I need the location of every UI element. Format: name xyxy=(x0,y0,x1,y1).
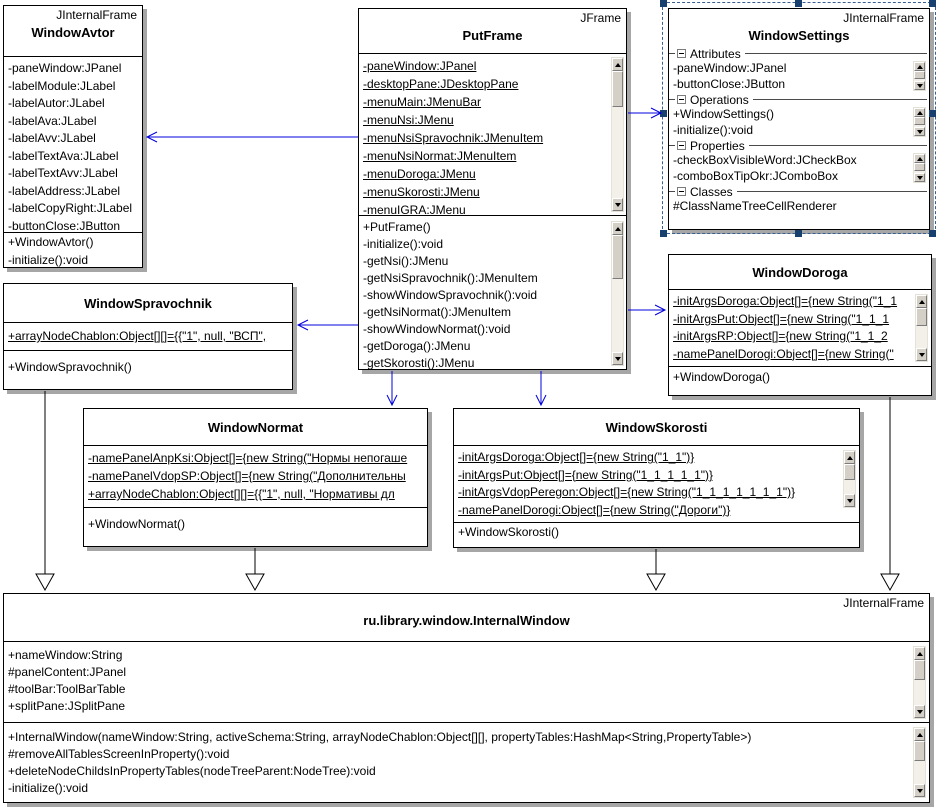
member-row[interactable]: -initArgsPut:Object[]={new String("1_1_1_1_1")} xyxy=(458,467,713,482)
attributes-compartment xyxy=(4,56,142,232)
member-row[interactable]: -initialize():void xyxy=(363,237,444,251)
scroll-down-button[interactable] xyxy=(914,784,925,797)
member-row[interactable]: -namePanelAnpKsi:Object[]={new String("Нормы непогаше xyxy=(88,451,408,465)
member-row[interactable]: -namePanelVdopSP:Object[]={new String("Дополнительны xyxy=(88,469,406,483)
member-row[interactable]: -getDoroga():JMenu xyxy=(363,339,471,353)
arrow-down-icon xyxy=(919,353,925,357)
attributes-compartment xyxy=(359,53,626,215)
class-name: WindowAvtor xyxy=(31,25,115,40)
class-box-windowspravochnik[interactable] xyxy=(3,283,293,390)
member-row[interactable]: -paneWindow:JPanel xyxy=(8,61,122,75)
attributes-compartment xyxy=(669,289,931,366)
attributes-compartment xyxy=(454,445,859,522)
arrow-up-icon xyxy=(847,456,853,460)
member-row[interactable]: -initArgsDoroga:Object[]={new String("1_1")} xyxy=(458,450,695,464)
class-name: WindowSkorosti xyxy=(605,419,708,435)
scroll-down-button[interactable] xyxy=(612,198,623,211)
member-row[interactable]: -labelAva:JLabel xyxy=(8,113,97,128)
scroll-down-button[interactable] xyxy=(914,705,925,718)
member-row[interactable]: -initArgsVdopPeregon:Object[]={new String("1_1_1_1_1_1_1")} xyxy=(458,485,796,499)
member-row[interactable]: #toolBar:ToolBarTable xyxy=(8,682,126,696)
scroll-up-button[interactable] xyxy=(914,728,925,741)
member-row[interactable]: -menuMain:JMenuBar xyxy=(363,95,482,109)
scrollbar-thumb[interactable] xyxy=(844,464,855,480)
scrollbar-thumb[interactable] xyxy=(612,71,623,107)
stereotype-label: JInternalFrame xyxy=(56,8,137,22)
dependency-arrow-putframe-windowspravochnik[interactable] xyxy=(298,320,358,330)
class-name: WindowSpravochnik xyxy=(84,295,212,311)
member-row[interactable]: -labelAddress:JLabel xyxy=(8,183,121,198)
section-label: Properties xyxy=(690,138,745,153)
methods-compartment xyxy=(669,366,931,395)
generalization-triangle-windowskorosti[interactable] xyxy=(647,574,665,590)
member-row[interactable]: -buttonClose:JButton xyxy=(8,218,121,232)
member-row[interactable]: -initialize():void xyxy=(8,781,89,795)
selection-handle-bottom-center[interactable] xyxy=(795,230,802,237)
arrow-up-icon xyxy=(615,227,621,231)
member-row[interactable]: -initialize():void xyxy=(8,252,89,267)
member-row[interactable]: #removeAllTablesScreenInProperty():void xyxy=(8,747,230,761)
member-row[interactable]: +InternalWindow(nameWindow:String, activeSchema:String, arrayNodeChablon:Object[][], propertyTables:HashMap<String,PropertyTable>) xyxy=(8,730,752,744)
selection-handle-bottom-left[interactable] xyxy=(660,230,667,237)
member-row[interactable]: -menuSkorosti:JMenu xyxy=(363,185,480,199)
scroll-down-button[interactable] xyxy=(916,348,927,361)
dependency-arrow-putframe-windowavtor[interactable] xyxy=(147,132,358,142)
arrow-up-icon xyxy=(917,652,923,656)
class-box-internalwindow[interactable] xyxy=(3,593,930,803)
vertical-scrollbar[interactable] xyxy=(915,294,928,362)
class-box-windowavtor[interactable] xyxy=(3,5,143,268)
member-row[interactable]: -getNsi():JMenu xyxy=(363,254,449,268)
class-box-windownormat[interactable] xyxy=(83,408,428,547)
selection-handle-top-center[interactable] xyxy=(795,0,802,7)
vertical-scrollbar[interactable] xyxy=(611,221,624,366)
scrollbar-track[interactable] xyxy=(914,741,925,761)
arrow-down-icon xyxy=(615,203,621,207)
selection-handle-top-right[interactable] xyxy=(929,0,936,7)
scroll-up-button[interactable] xyxy=(914,647,925,660)
class-header xyxy=(454,409,859,445)
member-row[interactable]: +WindowAvtor() xyxy=(8,235,94,249)
arrow-down-icon xyxy=(615,357,621,361)
vertical-scrollbar[interactable] xyxy=(611,57,624,212)
selection-handle-bottom-right[interactable] xyxy=(929,230,936,237)
generalization-triangle-windowspravochnik[interactable] xyxy=(36,574,54,590)
member-row[interactable]: -comboBoxTipOkr:JComboBox xyxy=(673,168,838,183)
dependency-arrow-putframe-windowskorosti[interactable] xyxy=(536,371,546,405)
section-label: Attributes xyxy=(690,46,741,61)
arrow-down-icon xyxy=(917,710,923,714)
vertical-scrollbar[interactable] xyxy=(913,646,926,719)
class-name: WindowNormat xyxy=(207,419,304,435)
scrollbar-track[interactable] xyxy=(916,308,927,326)
member-row[interactable]: -desktopPane:JDesktopPane xyxy=(363,77,519,91)
member-row[interactable]: -initArgsPut:Object[]={new String("1_1_1 xyxy=(673,311,890,326)
member-row[interactable]: -showWindowNormat():void xyxy=(363,322,511,336)
member-row[interactable]: -labelModule:JLabel xyxy=(8,78,116,93)
scrollbar-track[interactable] xyxy=(844,464,855,480)
member-row[interactable]: +WindowSkorosti() xyxy=(458,525,560,539)
section-label: Operations xyxy=(690,92,749,107)
member-row[interactable]: #panelContent:JPanel xyxy=(8,665,127,679)
arrow-up-icon xyxy=(615,63,621,67)
class-header xyxy=(359,9,626,53)
scroll-up-button[interactable] xyxy=(612,222,623,235)
methods-compartment xyxy=(4,232,142,267)
scrollbar-track[interactable] xyxy=(612,71,623,107)
scrollbar-track[interactable] xyxy=(612,235,623,279)
vertical-scrollbar[interactable] xyxy=(843,450,856,508)
member-row[interactable]: -menuNsi:JMenu xyxy=(363,113,454,127)
member-row[interactable]: -menuNsiNormat:JMenuItem xyxy=(363,149,517,163)
class-header xyxy=(4,594,929,641)
arrow-up-icon xyxy=(919,300,925,304)
methods-compartment xyxy=(359,215,626,369)
member-row[interactable]: -getSkorosti():JMenu xyxy=(363,356,475,369)
methods-compartment xyxy=(454,522,859,547)
scroll-up-button[interactable] xyxy=(844,451,855,464)
member-row[interactable]: -getNsiNormat():JMenuItem xyxy=(363,305,512,319)
scroll-down-button[interactable] xyxy=(612,352,623,365)
member-row[interactable]: -labelTextAva:JLabel xyxy=(8,148,119,163)
class-header xyxy=(669,255,931,289)
member-row[interactable]: -initialize():void xyxy=(673,122,754,137)
member-row[interactable]: +WindowDoroga() xyxy=(673,370,771,384)
selection-handle-left-middle[interactable] xyxy=(660,110,667,117)
scroll-up-button[interactable] xyxy=(916,295,927,308)
scrollbar-track[interactable] xyxy=(914,660,925,680)
member-row[interactable]: -labelAutor:JLabel xyxy=(8,96,105,110)
member-row[interactable]: -labelTextAvv:JLabel xyxy=(8,166,118,180)
member-row[interactable]: #ClassNameTreeCellRenderer xyxy=(673,199,837,213)
class-box-putframe[interactable] xyxy=(358,8,627,370)
section-label: Classes xyxy=(690,184,733,199)
class-header xyxy=(4,284,292,322)
class-box-windowskorosti[interactable] xyxy=(453,408,860,548)
scrollbar-thumb[interactable] xyxy=(914,741,925,761)
member-row[interactable]: +WindowNormat() xyxy=(88,517,186,531)
member-row[interactable]: -labelAvv:JLabel xyxy=(8,131,96,145)
class-header xyxy=(4,6,142,56)
member-row[interactable]: -paneWindow:JPanel xyxy=(673,61,787,75)
member-row[interactable]: -labelCopyRight:JLabel xyxy=(8,201,133,215)
member-row[interactable]: -menuDoroga:JMenu xyxy=(363,167,476,181)
arrow-up-icon xyxy=(917,733,923,737)
class-name: WindowSettings xyxy=(748,28,850,43)
member-row[interactable]: +PutFrame() xyxy=(363,220,431,234)
class-name: WindowDoroga xyxy=(752,264,848,280)
selection-rectangle xyxy=(662,2,936,234)
member-row[interactable]: -menuIGRA:JMenu xyxy=(363,203,466,215)
scroll-down-button[interactable] xyxy=(844,494,855,507)
scrollbar-thumb[interactable] xyxy=(612,235,623,279)
member-row[interactable]: -initArgsDoroga:Object[]={new String("1_1 xyxy=(673,294,898,308)
member-row[interactable]: -paneWindow:JPanel xyxy=(363,59,477,73)
member-row[interactable]: -checkBoxVisibleWord:JCheckBox xyxy=(673,153,857,167)
member-row[interactable]: -namePanelDorogi:Object[]={new String(" xyxy=(673,346,894,361)
generalization-triangle-windowdoroga[interactable] xyxy=(881,574,899,590)
member-row[interactable]: -showWindowSpravochnik():void xyxy=(363,288,538,302)
member-row[interactable]: +nameWindow:String xyxy=(8,648,123,662)
methods-compartment xyxy=(4,722,929,802)
member-row[interactable]: +splitPane:JSplitPane xyxy=(8,699,126,713)
dependency-arrow-putframe-windowsettings[interactable] xyxy=(628,108,661,118)
class-header xyxy=(84,409,427,445)
stereotype-label: JFrame xyxy=(580,11,621,25)
member-row[interactable]: +deleteNodeChildsInPropertyTables(nodeTreeParent:NodeTree):void xyxy=(8,764,376,778)
attributes-compartment xyxy=(84,445,427,507)
member-row[interactable]: +WindowSpravochnik() xyxy=(8,360,132,374)
methods-compartment xyxy=(84,507,427,546)
class-name: ru.library.window.InternalWindow xyxy=(363,613,570,628)
stereotype-label: JInternalFrame xyxy=(843,596,924,610)
selection-handle-right-middle[interactable] xyxy=(929,110,936,117)
generalization-triangle-windownormat[interactable] xyxy=(246,574,264,590)
class-name: PutFrame xyxy=(462,28,523,43)
member-row[interactable]: -buttonClose:JButton xyxy=(673,76,786,91)
member-row[interactable]: +arrayNodeChablon:Object[][]={{"1", null, "Нормативы дл xyxy=(88,487,395,501)
member-row[interactable]: -initArgsRP:Object[]={new String("1_1_2 xyxy=(673,329,888,343)
arrow-down-icon xyxy=(917,789,923,793)
scroll-up-button[interactable] xyxy=(612,58,623,71)
methods-compartment xyxy=(4,350,292,389)
selection-handle-top-left[interactable] xyxy=(660,0,667,7)
member-row[interactable]: +WindowSettings() xyxy=(673,107,775,121)
member-row[interactable]: +arrayNodeChablon:Object[][]={{"1", null, "ВСП", xyxy=(8,329,267,343)
vertical-scrollbar[interactable] xyxy=(913,727,926,798)
member-row[interactable]: -menuNsiSpravochnik:JMenuItem xyxy=(363,131,544,145)
class-box-windowdoroga[interactable] xyxy=(668,254,932,396)
attributes-compartment xyxy=(4,641,929,722)
member-row[interactable]: -getNsiSpravochnik():JMenuItem xyxy=(363,271,538,285)
member-row[interactable]: -namePanelDorogi:Object[]={new String("Дороги")} xyxy=(458,502,731,517)
dependency-arrow-putframe-windownormat[interactable] xyxy=(387,371,397,405)
dependency-arrow-putframe-windowdoroga[interactable] xyxy=(628,305,665,315)
arrow-down-icon xyxy=(847,499,853,503)
scrollbar-thumb[interactable] xyxy=(916,308,927,326)
stereotype-label: JInternalFrame xyxy=(843,11,924,25)
scrollbar-thumb[interactable] xyxy=(914,660,925,680)
attributes-compartment xyxy=(4,322,292,350)
